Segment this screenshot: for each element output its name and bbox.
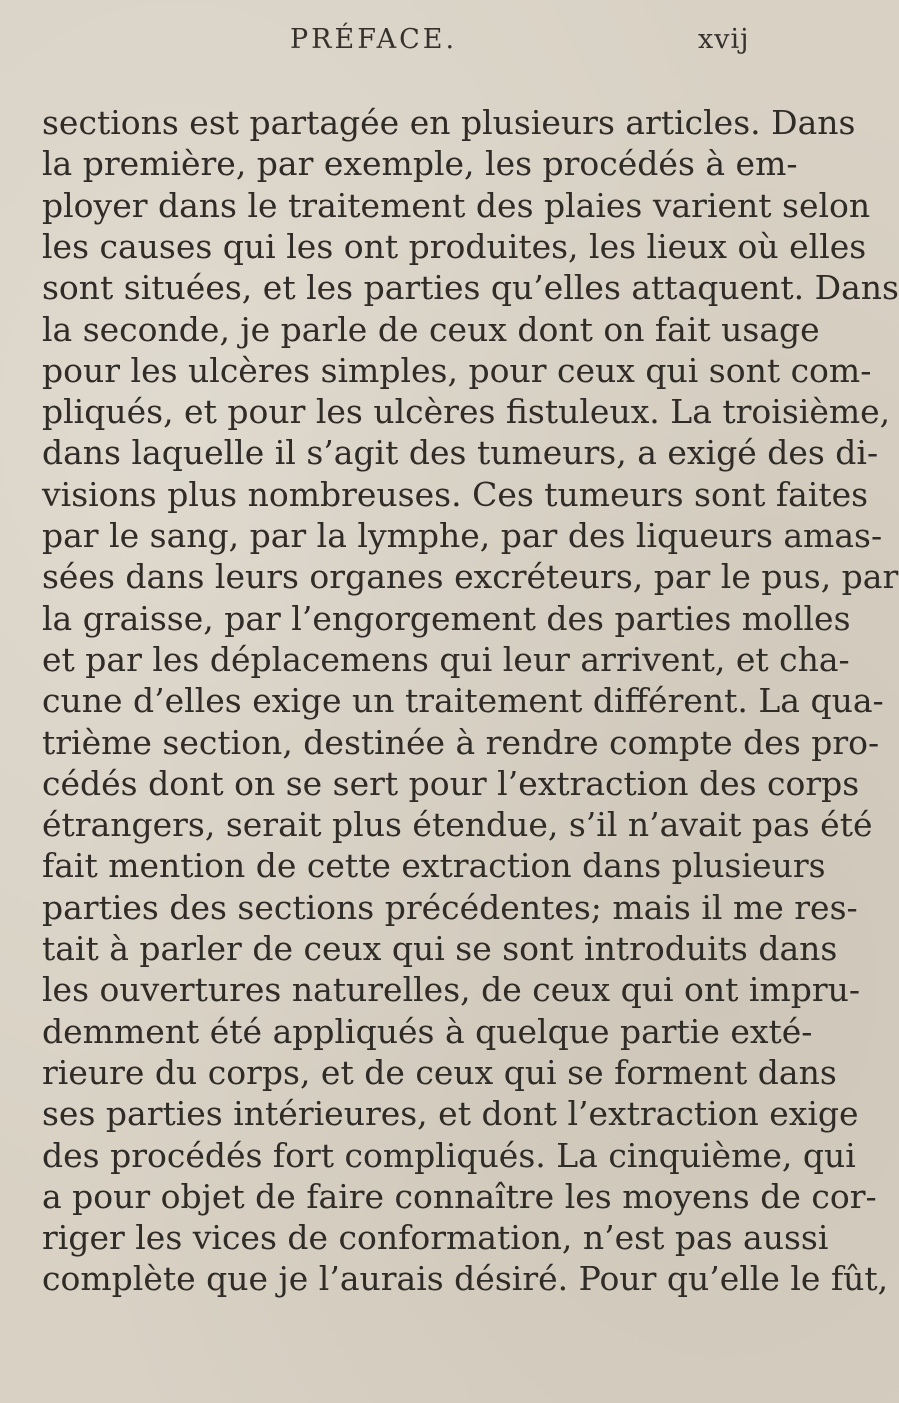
text-line: la seconde, je parle de ceux dont on fait usage — [42, 309, 820, 349]
text-line: a pour objet de faire connaître les moyens de cor- — [42, 1176, 877, 1216]
page-number: xvij — [698, 24, 750, 55]
text-line: parties des sections précédentes; mais il me res- — [42, 887, 858, 927]
text-line: cune d’elles exige un traitement différent. La qua- — [42, 681, 884, 721]
text-line: tait à parler de ceux qui se sont introduits dans — [42, 929, 838, 968]
text-line: par le sang, par la lymphe, par des liqueurs amas- — [42, 516, 883, 555]
text-line: ployer dans le traitement des plaies varient selon — [42, 185, 871, 225]
text-line: complète que je l’aurais désiré. Pour qu’elle le fût, — [42, 1259, 889, 1299]
text-line: et par les déplacemens qui leur arrivent, et cha- — [42, 639, 850, 679]
text-line: rieure du corps, et de ceux qui se forment dans — [42, 1052, 837, 1092]
text-line: la première, par exemple, les procédés à em- — [42, 144, 798, 184]
text-line: riger les vices de conformation, n’est pas aussi — [42, 1218, 829, 1258]
text-line: pliqués, et pour les ulcères fistuleux. La troisième, — [42, 392, 891, 432]
text-line: étrangers, serait plus étendue, s’il n’avait pas été — [42, 805, 873, 845]
text-line: sont situées, et les parties qu’elles attaquent. Dans — [42, 268, 899, 308]
text-line: dans laquelle il s’agit des tumeurs, a exigé des di- — [42, 433, 879, 473]
text-line: sées dans leurs organes excréteurs, par le pus, par — [42, 557, 899, 597]
text-line: sections est partagée en plusieurs articles. Dans — [42, 103, 856, 142]
text-line: fait mention de cette extraction dans plusieurs — [42, 846, 826, 886]
text-line: ses parties intérieures, et dont l’extraction exige — [42, 1094, 859, 1134]
text-line: trième section, destinée à rendre compte des pro- — [42, 722, 880, 762]
text-line: les ouvertures naturelles, de ceux qui ont impru- — [42, 970, 861, 1010]
text-line: visions plus nombreuses. Ces tumeurs sont faites — [42, 474, 869, 514]
running-head — [0, 14, 800, 54]
text-line: demment été appliqués à quelque partie exté- — [42, 1011, 813, 1051]
running-head-title: PRÉFACE. — [290, 24, 458, 55]
text-line: la graisse, par l’engorgement des parties molles — [42, 598, 851, 638]
text-line: cédés dont on se sert pour l’extraction des corps — [42, 763, 860, 803]
text-line: les causes qui les ont produites, les lieux où elles — [42, 226, 867, 266]
text-line: des procédés fort compliqués. La cinquième, qui — [42, 1135, 856, 1175]
text-line: pour les ulcères simples, pour ceux qui sont com- — [42, 350, 872, 390]
